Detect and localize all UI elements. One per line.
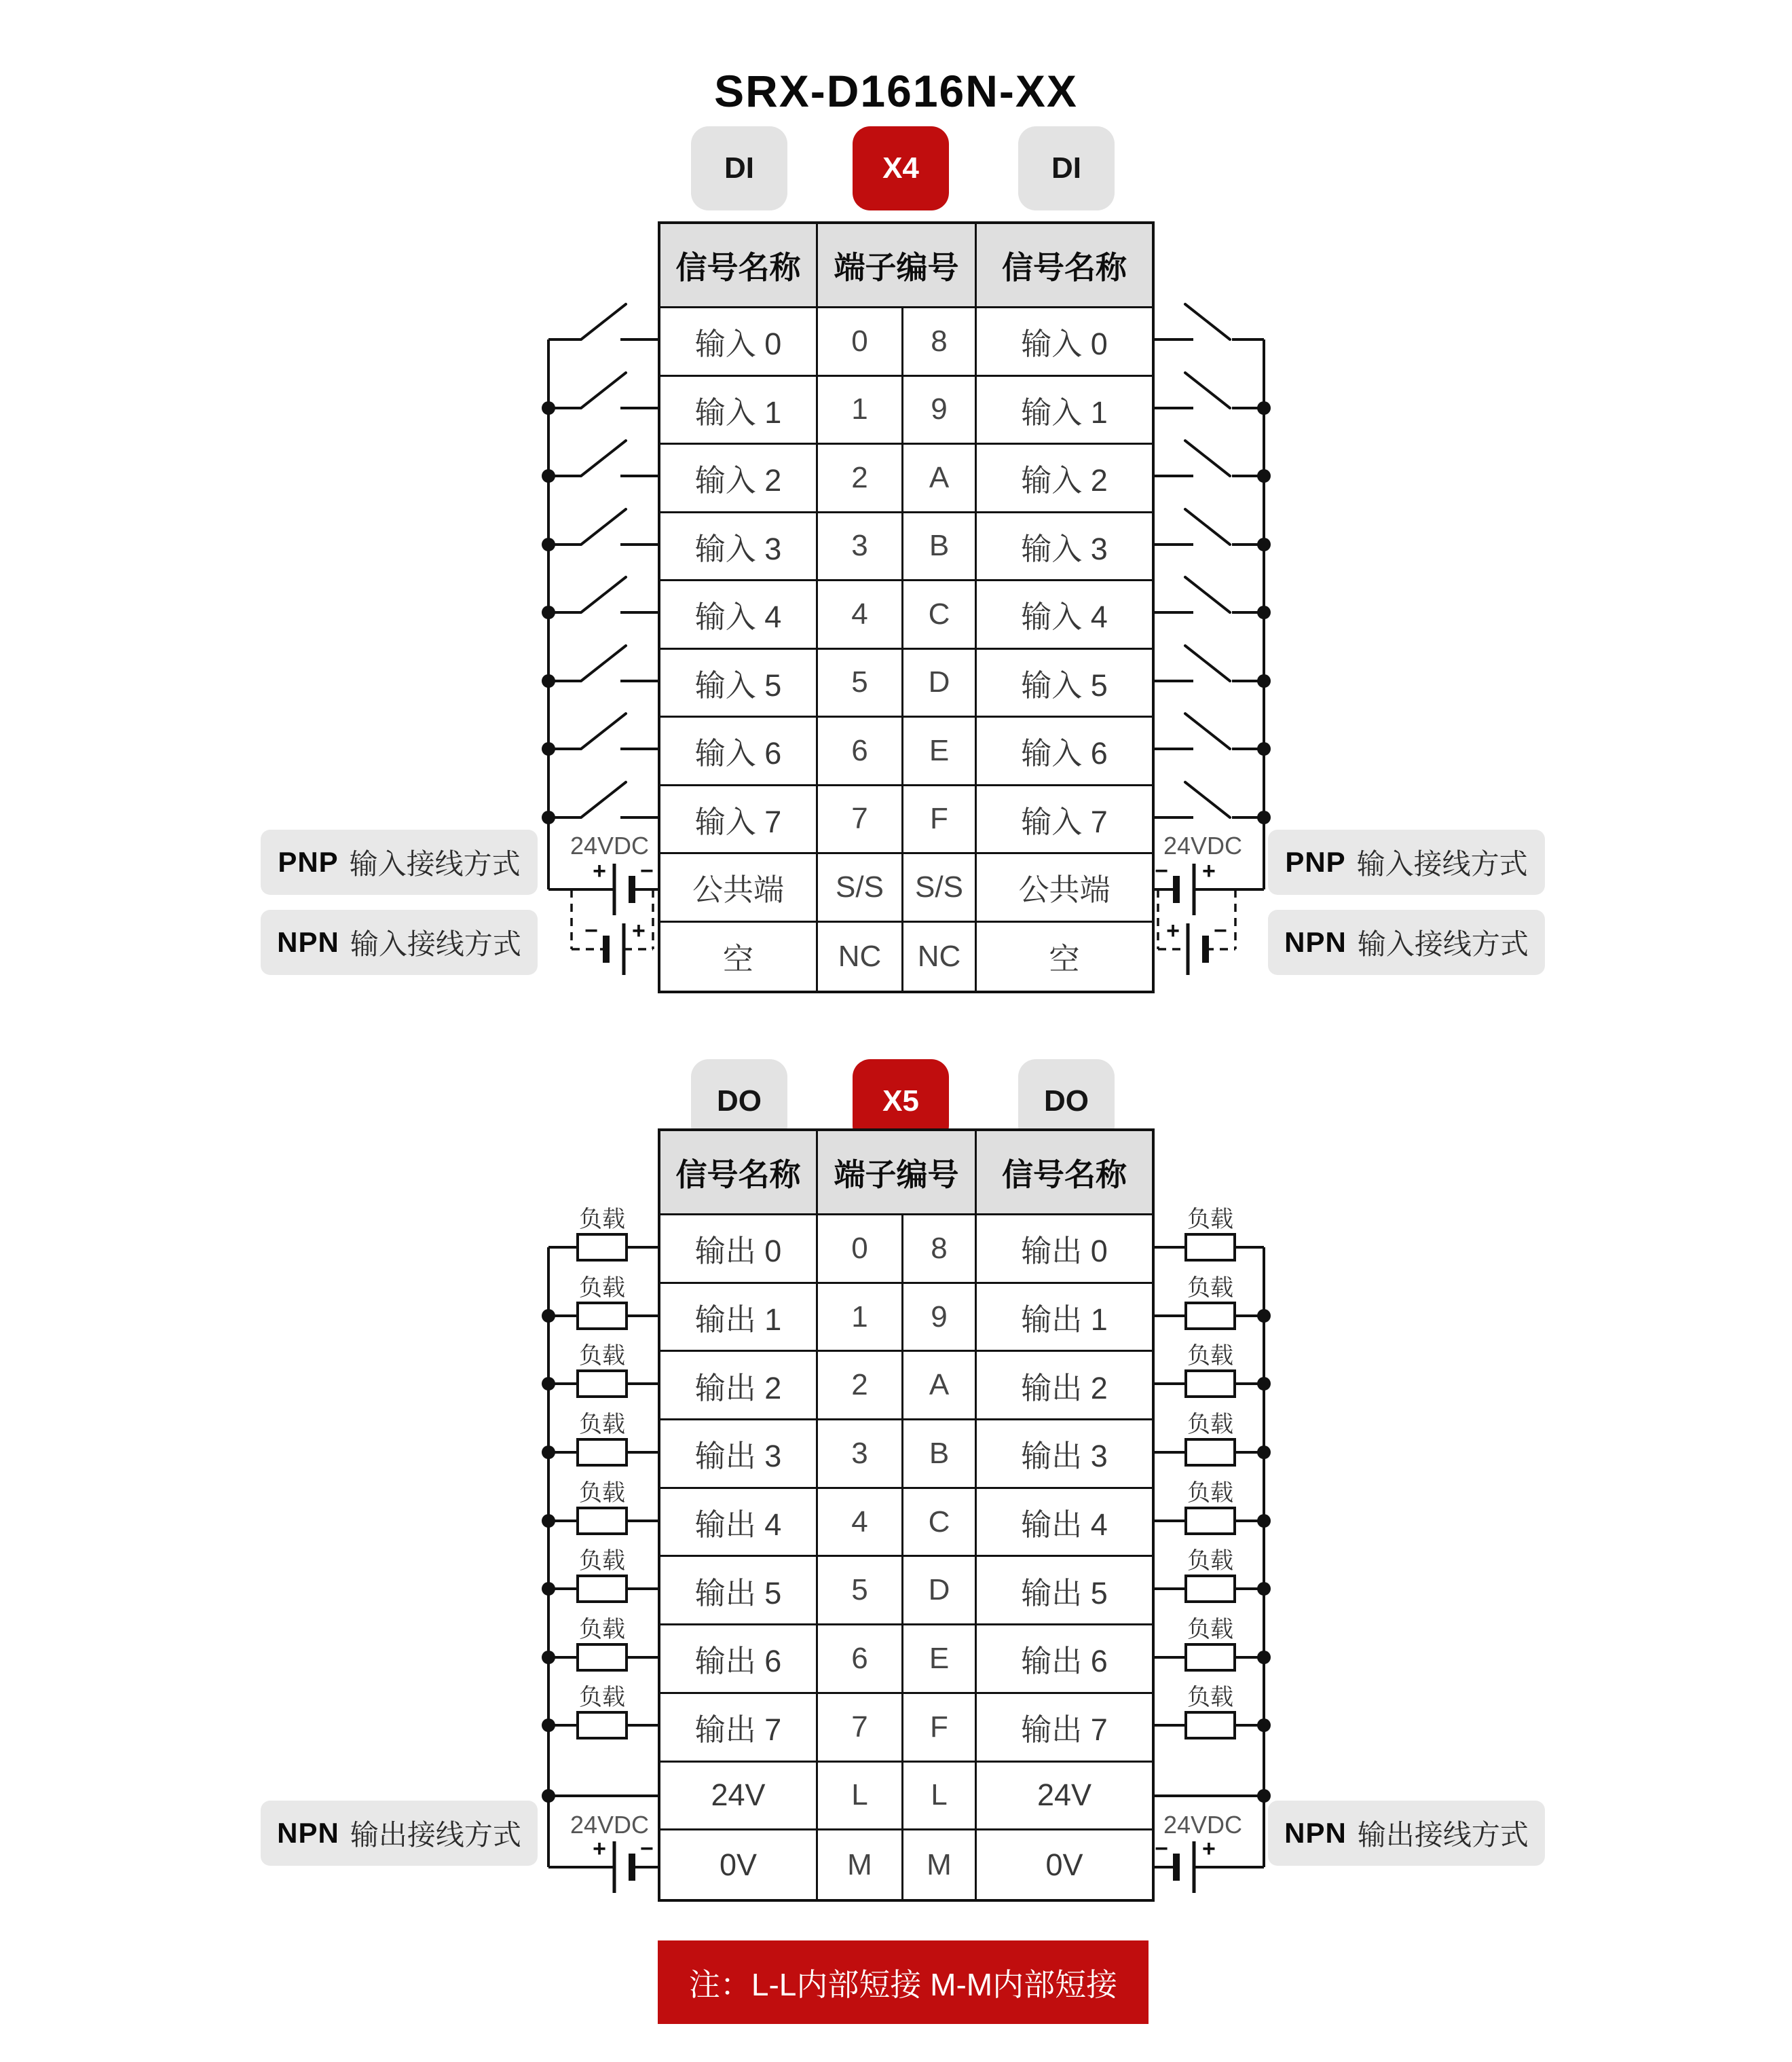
switch-icon [1155,646,1264,681]
signal-cell: 输入 2 [660,445,818,513]
switch-icon [1155,509,1264,545]
do-right-wiring [1155,1207,1271,1893]
terminal-cell: NC [903,923,977,991]
x4-connector-badge: X4 [853,126,949,210]
terminal-cell: C [903,581,977,650]
switch-icon [1155,441,1264,476]
junction-dot [542,606,555,619]
load-resistor-icon [1155,1684,1264,1738]
di-badge-right: DI [1018,126,1115,210]
signal-cell: 输出 2 [660,1352,818,1420]
load-resistor-icon [1155,1207,1264,1260]
junction-dot [1257,1582,1271,1596]
signal-cell: 输出 6 [977,1625,1152,1694]
junction-dot [542,401,555,415]
supply-voltage-label: 24VDC [1163,832,1243,860]
junction-dot [542,811,555,824]
battery-icon-dashed [584,918,646,975]
junction-dot [542,1514,555,1528]
do-badge-left: DO [691,1059,787,1143]
terminal-cell: 8 [903,1215,977,1284]
signal-cell: 输出 3 [660,1420,818,1489]
terminal-cell: E [903,718,977,786]
mode-text: 输出接线方式 [350,1819,521,1851]
terminal-cell: S/S [903,854,977,923]
junction-dot [542,674,555,688]
switch-icon [548,646,658,681]
signal-cell: 输出 6 [660,1625,818,1694]
signal-cell: 输入 4 [977,581,1152,650]
signal-cell: 输出 7 [660,1694,818,1763]
signal-cell: 空 [660,923,818,991]
terminal-cell: F [903,786,977,855]
column-header: 信号名称 [660,224,818,308]
terminal-cell: M [818,1830,903,1899]
terminal-cell: 9 [903,377,977,445]
junction-dot [1257,401,1271,415]
terminal-cell: 6 [818,718,903,786]
signal-cell: 输入 7 [660,786,818,855]
terminal-cell: 2 [818,1352,903,1420]
junction-dot [542,538,555,551]
npn-output-mode-label-right [1268,1801,1545,1866]
load-resistor-icon [548,1207,658,1260]
terminal-cell: 5 [818,1557,903,1625]
npn-input-mode-label-right [1268,910,1545,975]
signal-cell: 输入 0 [977,308,1152,377]
signal-cell: 输入 6 [660,718,818,786]
junction-dot [1257,1718,1271,1732]
switch-icon [548,304,658,339]
junction-dot [1257,742,1271,756]
di-right-wiring [1155,304,1271,975]
terminal-cell: 9 [903,1284,977,1352]
junction-dot [542,1582,555,1596]
mode-text: 输入接线方式 [1356,848,1528,880]
terminal-cell: 1 [818,1284,903,1352]
load-resistor-icon [548,1684,658,1738]
npn-text: NPN [1284,1817,1347,1849]
switch-icon [548,714,658,749]
junction-dot [1257,1377,1271,1391]
terminal-cell: 4 [818,581,903,650]
terminal-cell: 4 [818,1489,903,1558]
junction-dot [542,1446,555,1459]
junction-dot [1257,674,1271,688]
di-terminal-table [658,221,1155,993]
signal-cell: 输入 3 [660,513,818,582]
junction-dot [542,742,555,756]
terminal-cell: D [903,650,977,718]
junction-dot [542,469,555,483]
signal-cell: 输出 7 [977,1694,1152,1763]
column-header: 信号名称 [977,224,1152,308]
load-resistor-icon [1155,1617,1264,1670]
terminal-cell: M [903,1830,977,1899]
signal-cell: 输入 5 [660,650,818,718]
junction-dot [542,1789,555,1803]
signal-cell: 空 [977,923,1152,991]
signal-cell: 输出 5 [977,1557,1152,1625]
npn-text: NPN [1284,926,1347,958]
npn-text: NPN [277,1817,339,1849]
terminal-cell: 3 [818,1420,903,1489]
signal-cell: 输出 1 [977,1284,1152,1352]
npn-text: NPN [277,926,339,958]
signal-cell: 输出 4 [977,1489,1152,1558]
load-resistor-icon [1155,1548,1264,1602]
terminal-cell: E [903,1625,977,1694]
load-resistor-icon [548,1343,658,1397]
signal-cell: 输出 2 [977,1352,1152,1420]
x5-connector-badge: X5 [853,1059,949,1143]
switch-icon [1155,714,1264,749]
signal-cell: 输入 1 [977,377,1152,445]
pnp-text: PNP [278,846,339,878]
terminal-cell: D [903,1557,977,1625]
terminal-cell: 6 [818,1625,903,1694]
do-badge-right: DO [1018,1059,1115,1143]
do-terminal-table [658,1128,1155,1902]
load-resistor-icon [548,1412,658,1465]
switch-icon [548,782,658,817]
junction-dot [1257,469,1271,483]
signal-cell: 24V [660,1763,818,1831]
page-title: SRX-D1616N-XX [714,66,1078,116]
junction-dot [542,1377,555,1391]
terminal-cell: S/S [818,854,903,923]
switch-icon [1155,373,1264,408]
junction-dot [1257,606,1271,619]
junction-dot [1257,1309,1271,1323]
junction-dot [1257,811,1271,824]
terminal-cell: 1 [818,377,903,445]
load-resistor-icon [1155,1480,1264,1534]
terminal-cell: L [903,1763,977,1831]
signal-cell: 0V [660,1830,818,1899]
supply-voltage-label: 24VDC [570,1811,650,1839]
load-resistor-icon [548,1548,658,1602]
switch-icon [548,373,658,408]
signal-cell: 输入 3 [977,513,1152,582]
signal-cell: 24V [977,1763,1152,1831]
terminal-cell: NC [818,923,903,991]
battery-icon [593,858,654,915]
terminal-cell: F [903,1694,977,1763]
pnp-input-mode-label-left [261,830,538,895]
switch-icon [548,441,658,476]
terminal-cell: 5 [818,650,903,718]
signal-cell: 公共端 [660,854,818,923]
signal-cell: 输出 5 [660,1557,818,1625]
junction-dot [542,1651,555,1664]
load-resistor-icon [548,1617,658,1670]
column-header: 端子编号 [818,224,977,308]
signal-cell: 输入 0 [660,308,818,377]
terminal-cell: 3 [818,513,903,582]
switch-icon [1155,577,1264,612]
signal-cell: 输入 1 [660,377,818,445]
terminal-cell: 0 [818,308,903,377]
junction-dot [1257,1789,1271,1803]
terminal-cell: A [903,1352,977,1420]
switch-icon [1155,304,1264,339]
do-left-wiring [542,1207,658,1893]
mode-text: 输入接线方式 [349,848,521,880]
junction-dot [542,1309,555,1323]
signal-cell: 输入 5 [977,650,1152,718]
battery-icon [1155,1836,1216,1893]
npn-output-mode-label-left [261,1801,538,1866]
signal-cell: 0V [977,1830,1152,1899]
column-header: 信号名称 [977,1131,1152,1215]
load-resistor-icon [548,1275,658,1329]
terminal-cell: 7 [818,786,903,855]
load-resistor-icon [1155,1412,1264,1465]
column-header: 信号名称 [660,1131,818,1215]
terminal-cell: C [903,1489,977,1558]
battery-icon-dashed [1166,918,1227,975]
mode-text: 输出接线方式 [1357,1819,1529,1851]
switch-icon [548,509,658,545]
junction-dot [1257,1446,1271,1459]
signal-cell: 公共端 [977,854,1152,923]
signal-cell: 输入 7 [977,786,1152,855]
signal-cell: 输入 6 [977,718,1152,786]
battery-icon [1155,858,1216,915]
junction-dot [1257,1651,1271,1664]
battery-icon [593,1836,654,1893]
internal-short-note: 注：L-L内部短接 M-M内部短接 [658,1940,1149,2024]
junction-dot [1257,1514,1271,1528]
mode-text: 输入接线方式 [350,928,521,960]
di-badge-left: DI [691,126,787,210]
load-resistor-icon [1155,1275,1264,1329]
load-resistor-icon [1155,1343,1264,1397]
terminal-cell: B [903,513,977,582]
signal-cell: 输出 3 [977,1420,1152,1489]
junction-dot [1257,538,1271,551]
terminal-cell: 2 [818,445,903,513]
column-header: 端子编号 [818,1131,977,1215]
di-left-wiring [542,304,658,975]
supply-voltage-label: 24VDC [1163,1811,1243,1839]
mode-text: 输入接线方式 [1357,928,1529,960]
terminal-cell: 0 [818,1215,903,1284]
terminal-cell: A [903,445,977,513]
switch-icon [548,577,658,612]
signal-cell: 输出 1 [660,1284,818,1352]
signal-cell: 输入 4 [660,581,818,650]
signal-cell: 输出 0 [660,1215,818,1284]
signal-cell: 输出 0 [977,1215,1152,1284]
terminal-cell: B [903,1420,977,1489]
terminal-cell: 7 [818,1694,903,1763]
terminal-cell: 8 [903,308,977,377]
load-resistor-icon [548,1480,658,1534]
signal-cell: 输出 4 [660,1489,818,1558]
switch-icon [1155,782,1264,817]
pnp-text: PNP [1285,846,1346,878]
supply-voltage-label: 24VDC [570,832,650,860]
terminal-cell: L [818,1763,903,1831]
npn-input-mode-label-left [261,910,538,975]
pnp-input-mode-label-right [1268,830,1545,895]
signal-cell: 输入 2 [977,445,1152,513]
junction-dot [542,1718,555,1732]
